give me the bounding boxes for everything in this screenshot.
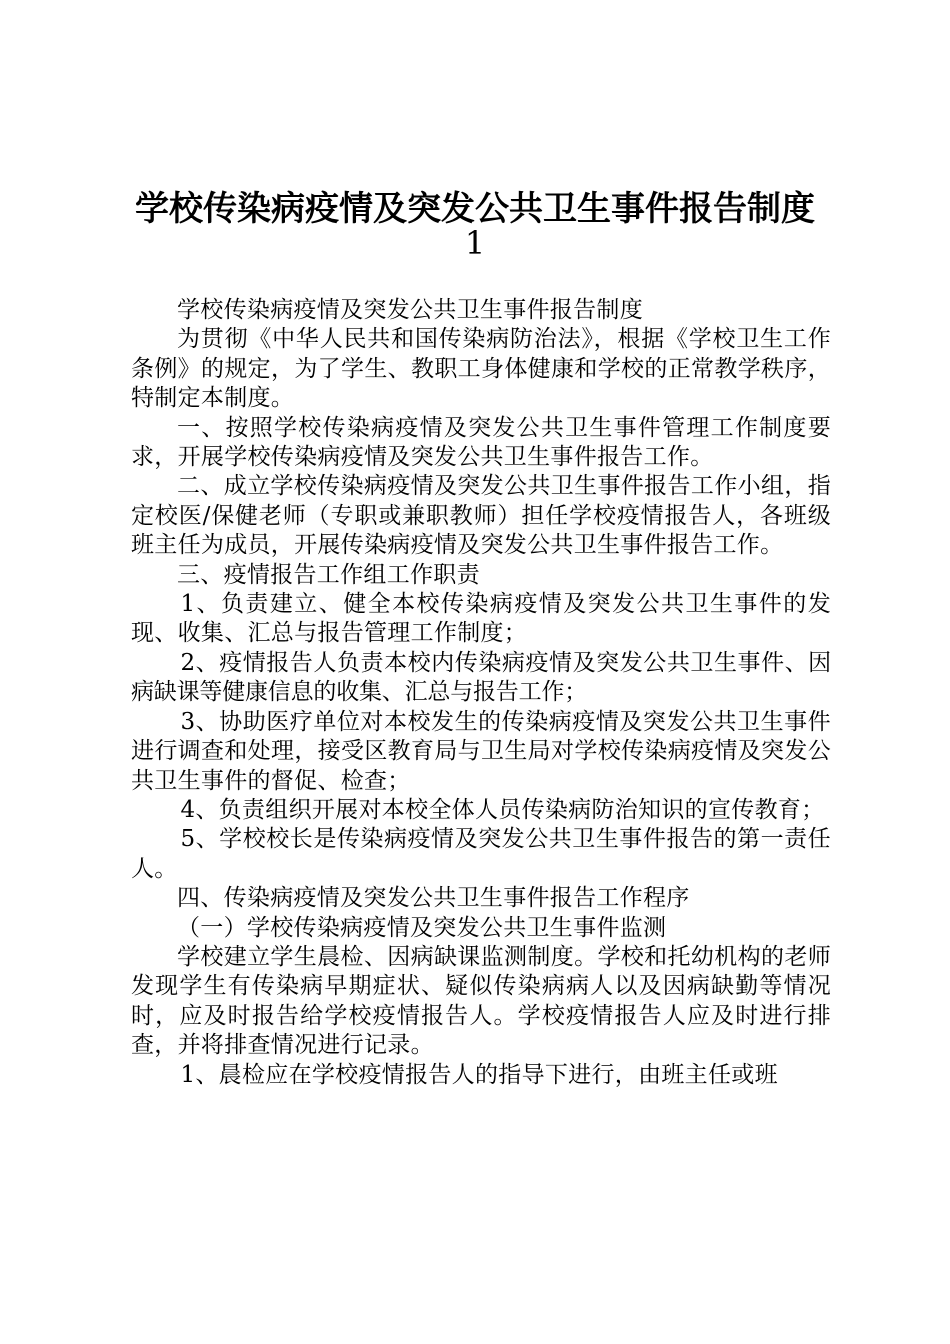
paragraph-duty-1: 1、负责建立、健全本校传染病疫情及突发公共卫生事件的发现、收集、汇总与报告管理工作制度； — [131, 591, 831, 647]
document-title-number: 1 — [464, 224, 486, 262]
paragraph-duty-2: 2、疫情报告人负责本校内传染病疫情及突发公共卫生事件、因病缺课等健康信息的收集、汇总与报告工作； — [131, 649, 831, 706]
paragraph-subtitle: 学校传染病疫情及突发公共卫生事件报告制度 — [177, 297, 643, 323]
paragraph-section-3-heading: 三、疫情报告工作组工作职责 — [177, 561, 480, 588]
paragraph-duty-3: 3、协助医疗单位对本校发生的传染病疫情及突发公共卫生事件进行调查和处理，接受区教育局与卫生局对学校传染病疫情及突发公共卫生事件的督促、检查； — [131, 708, 831, 794]
paragraph-section-4-heading: 四、传染病疫情及突发公共卫生事件报告工作程序 — [177, 885, 690, 912]
document-title: 学校传染病疫情及突发公共卫生事件报告制度 — [135, 189, 815, 229]
paragraph-morning-check: 1、晨检应在学校疫情报告人的指导下进行，由班主任或班 — [180, 1061, 778, 1088]
paragraph-section-1: 一、按照学校传染病疫情及突发公共卫生事件管理工作制度要求，开展学校传染病疫情及突发公共卫生事件报告工作。 — [131, 414, 831, 471]
paragraph-preamble: 为贯彻《中华人民共和国传染病防治法》，根据《学校卫生工作条例》的规定，为了学生、教职工身体健康和学校的正常教学秩序，特制定本制度。 — [131, 326, 831, 412]
paragraph-monitoring: 学校建立学生晨检、因病缺课监测制度。学校和托幼机构的老师发现学生有传染病早期症状、疑似传染病病人以及因病缺勤等情况时，应及时报告给学校疫情报告人。学校疫情报告人应及时进行排查，并将排查情况进行记录。 — [131, 943, 831, 1059]
paragraph-subsection-1-heading: （一）学校传染病疫情及突发公共卫生事件监测 — [177, 914, 667, 941]
paragraph-section-2: 二、成立学校传染病疫情及突发公共卫生事件报告工作小组，指定校医/保健老师（专职或兼职教师）担任学校疫情报告人，各班级班主任为成员，开展传染病疫情及突发公共卫生事件报告工作。 — [131, 473, 831, 559]
paragraph-duty-4: 4、负责组织开展对本校全体人员传染病防治知识的宣传教育； — [180, 796, 825, 823]
paragraph-duty-5: 5、学校校长是传染病疫情及突发公共卫生事件报告的第一责任人。 — [131, 826, 831, 882]
document-body — [131, 296, 831, 1090]
